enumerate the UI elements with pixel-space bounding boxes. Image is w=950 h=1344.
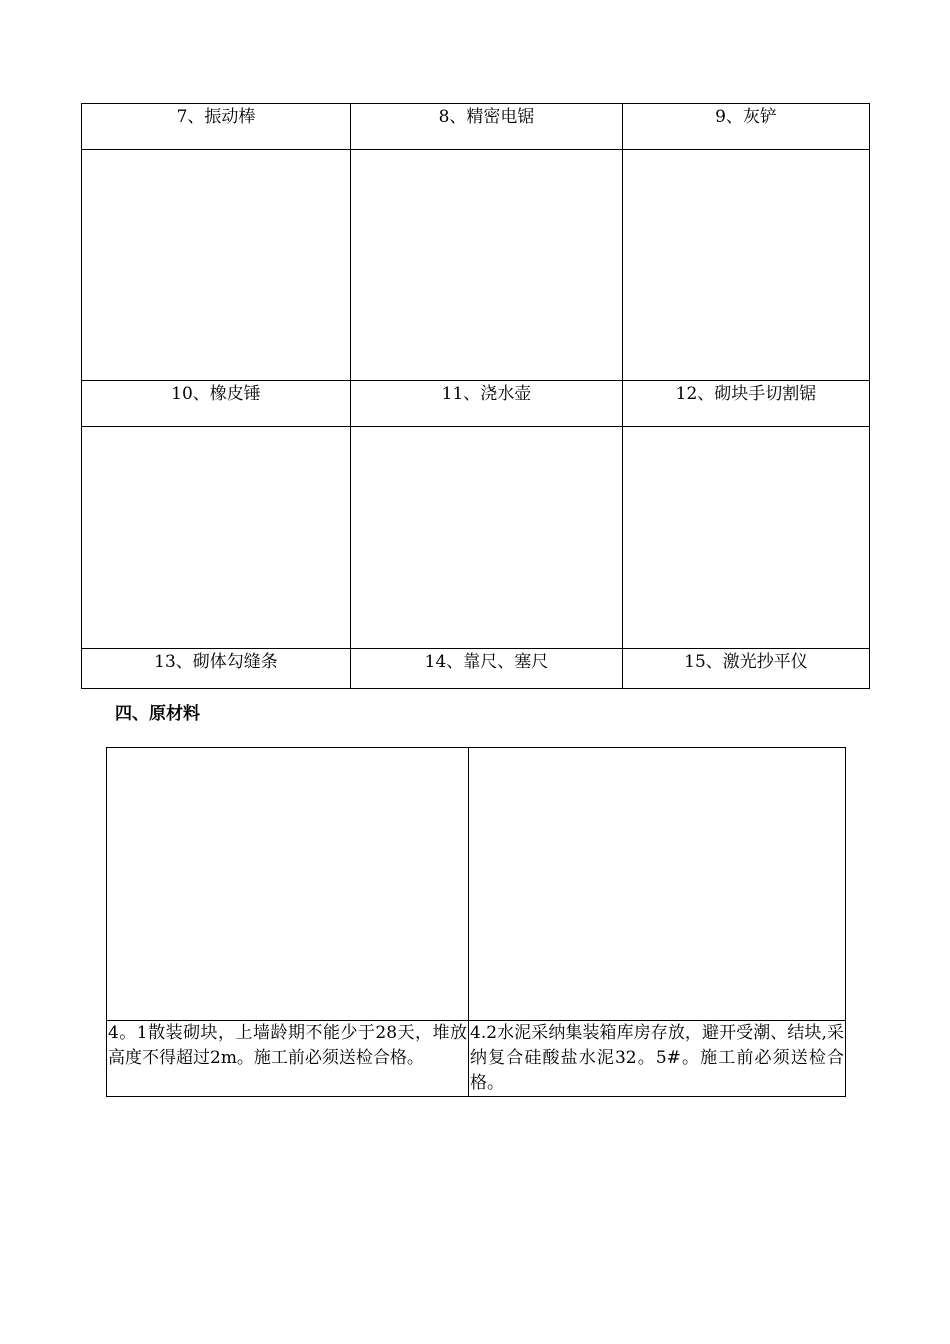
tool-image-cell <box>82 427 351 649</box>
tool-image-cell <box>82 150 351 381</box>
tools-table <box>81 103 870 689</box>
tool-label: 10、橡皮锤 <box>82 381 351 427</box>
tool-label: 8、精密电锯 <box>351 104 623 150</box>
tool-label: 15、激光抄平仪 <box>623 649 870 689</box>
tool-label: 12、砌块手切割锯 <box>623 381 870 427</box>
materials-desc-row <box>107 1021 846 1097</box>
tools-label-row <box>82 381 870 427</box>
tools-label-row <box>82 649 870 689</box>
tool-image-cell <box>351 150 623 381</box>
tools-image-row <box>82 427 870 649</box>
tool-label: 7、振动棒 <box>82 104 351 150</box>
material-image-cell <box>469 748 846 1021</box>
tools-label-row <box>82 104 870 150</box>
materials-image-row <box>107 748 846 1021</box>
tool-label: 11、浇水壶 <box>351 381 623 427</box>
tool-label: 9、灰铲 <box>623 104 870 150</box>
tool-image-cell <box>351 427 623 649</box>
tool-label: 13、砌体勾缝条 <box>82 649 351 689</box>
tool-label: 14、靠尺、塞尺 <box>351 649 623 689</box>
materials-table <box>106 747 846 1097</box>
material-image-cell <box>107 748 469 1021</box>
tool-image-cell <box>623 427 870 649</box>
material-description: 4。1散装砌块，上墙龄期不能少于28天，堆放高度不得超过2m。施工前必须送检合格。 <box>107 1021 469 1097</box>
tools-image-row <box>82 150 870 381</box>
material-description: 4.2水泥采纳集装箱库房存放，避开受潮、结块,采纳复合硅酸盐水泥32。5#。施工前必须送检合格。 <box>469 1021 846 1097</box>
section-heading: 四、原材料 <box>115 704 200 724</box>
tool-image-cell <box>623 150 870 381</box>
